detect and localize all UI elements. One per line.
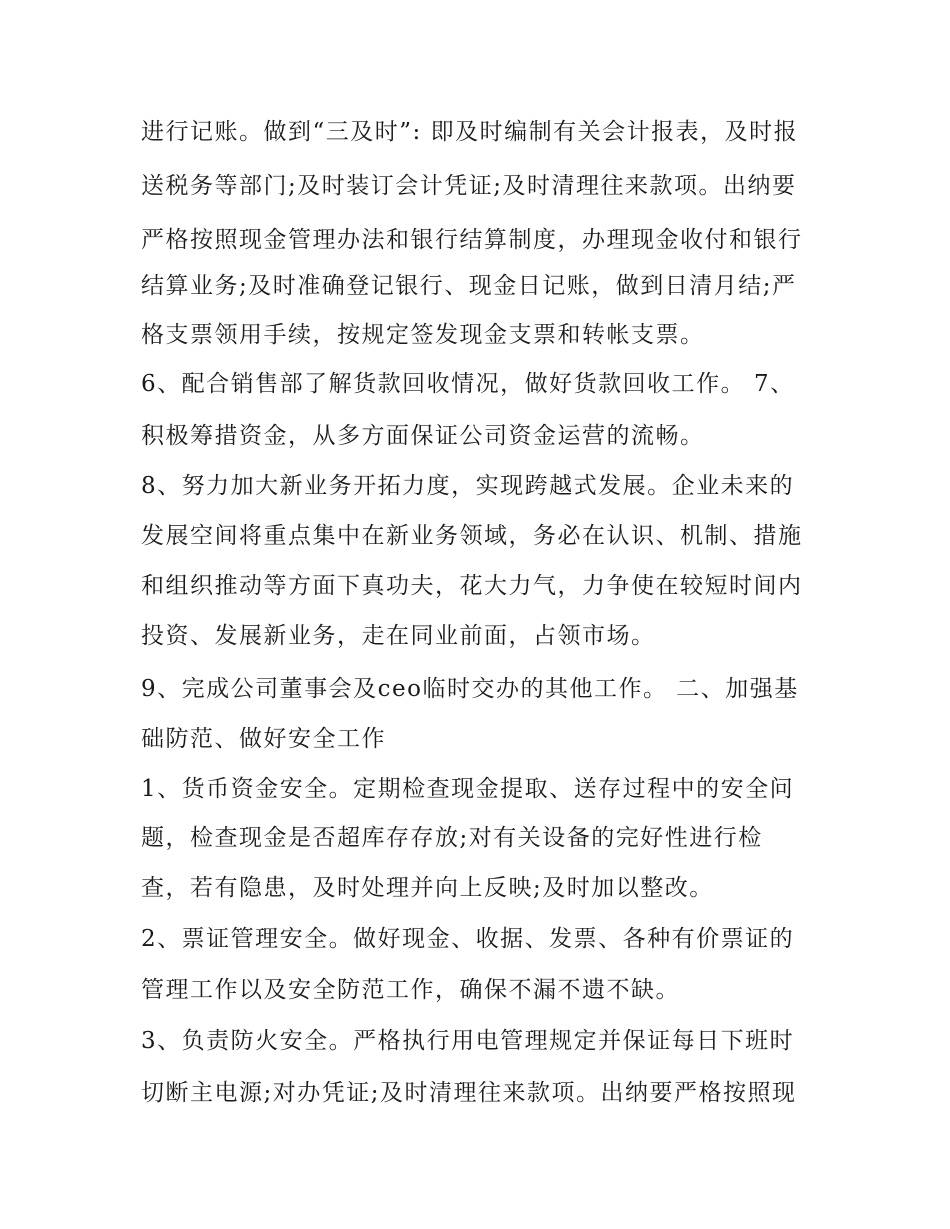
- text-line: 投资、发展新业务，走在同业前面，占领市场。: [141, 623, 656, 649]
- text-line: 管理工作以及安全防范工作，确保不漏不遗不缺。: [141, 977, 680, 1003]
- text-line: 严格按照现金管理办法和银行结算制度，办理现金收付和银行: [141, 227, 803, 253]
- text-line: 题，检查现金是否超库存存放;对有关设备的完好性进行检: [141, 825, 763, 851]
- text-line: 结算业务;及时准确登记银行、现金日记账，做到日清月结;严: [141, 273, 797, 299]
- text-line: 进行记账。做到“三及时”: 即及时编制有关会计报表，及时报: [141, 119, 799, 145]
- text-line: 6、配合销售部了解货款回收情况，做好货款回收工作。 7、: [141, 371, 795, 397]
- text-line: 3、负责防火安全。严格执行用电管理规定并保证每日下班时: [141, 1028, 795, 1054]
- text-line: 格支票领用手续，按规定签发现金支票和转帐支票。: [141, 322, 705, 348]
- text-line: 和组织推动等方面下真功夫，花大力气，力争使在较短时间内: [141, 573, 803, 599]
- text-line: 2、票证管理安全。做好现金、收据、发票、各种有价票证的: [141, 926, 795, 952]
- text-line: 送税务等部门;及时装订会计凭证;及时清理往来款项。出纳要: [141, 173, 797, 199]
- text-line: 9、完成公司董事会及ceo临时交办的其他工作。 二、加强基: [141, 676, 799, 702]
- text-line: 发展空间将重点集中在新业务领域，务必在认识、机制、措施: [141, 523, 803, 549]
- text-line: 1、货币资金安全。定期检查现金提取、送存过程中的安全问: [141, 776, 795, 802]
- text-line: 础防范、做好安全工作: [141, 726, 386, 752]
- text-line: 切断主电源;对办凭证;及时清理往来款项。出纳要严格按照现: [141, 1080, 797, 1106]
- text-line: 查，若有隐患，及时处理并向上反映;及时加以整改。: [141, 875, 714, 901]
- text-line: 8、努力加大新业务开拓力度，实现跨越式发展。企业未来的: [141, 473, 795, 499]
- text-line: 积极筹措资金，从多方面保证公司资金运营的流畅。: [141, 423, 705, 449]
